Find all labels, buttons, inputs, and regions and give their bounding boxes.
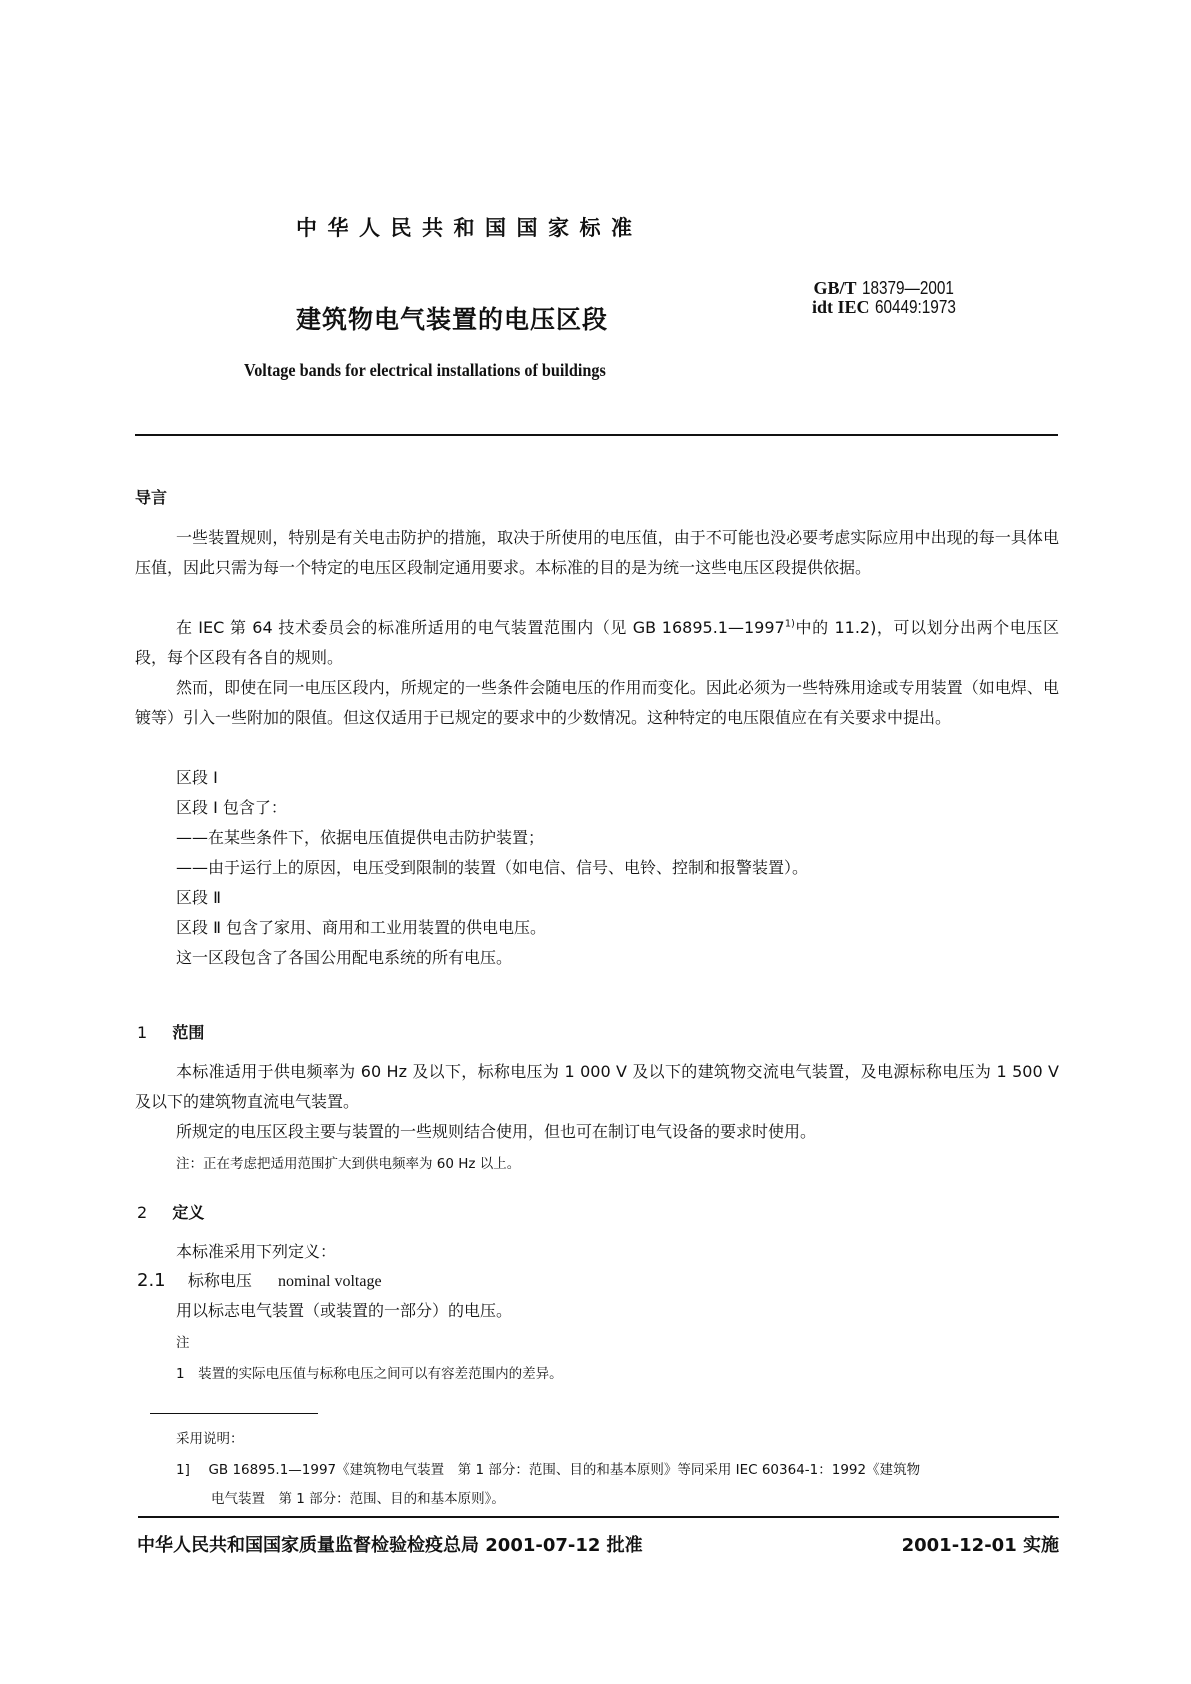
section-1-heading [137, 1020, 204, 1043]
band-2-title: 区段 Ⅱ [176, 888, 221, 907]
approval-statement: 中华人民共和国国家质量监督检验检疫总局 2001-07-12 批准 [137, 1535, 643, 1556]
section-2-heading [137, 1200, 204, 1223]
section-1-paragraph-1: 本标准适用于供电频率为 60 Hz 及以下，标称电压为 1 000 V 及以下的建筑物交流电气装置，及电源标称电压为 1 500 V 及以下的建筑物直流电气装置。 [135, 1062, 1059, 1111]
band-1-item-1: ——在某些条件下，依据电压值提供电击防护装置； [176, 828, 545, 847]
section-2-title: 定义 [172, 1203, 205, 1222]
footnote-heading: 采用说明： [176, 1431, 244, 1447]
effective-date: 2001-12-01 实施 [901, 1535, 1059, 1556]
standard-prefix: GB/T [813, 278, 857, 298]
section-1-note: 注：正在考虑把适用范围扩大到供电频率为 60 Hz 以上。 [176, 1156, 521, 1172]
definition-2-1 [137, 1266, 382, 1297]
identical-standard [812, 298, 970, 317]
idt-prefix: idt IEC [812, 297, 870, 317]
section-2-intro: 本标准采用下列定义： [176, 1242, 337, 1261]
definition-note-label: 注 [176, 1335, 190, 1351]
intro-paragraph-3: 然而，即使在同一电压区段内，所规定的一些条件会随电压的作用而变化。因此必须为一些特殊用途或专用装置（如电焊、电镀等）引入一些附加的限值。但这仅适用于已规定的要求中的少数情况。这种特定的电压限值应在有关要求中提出。 [135, 678, 1059, 727]
section-1-paragraph-2: 所规定的电压区段主要与装置的一些规则结合使用，但也可在制订电气设备的要求时使用。 [176, 1122, 817, 1141]
definition-note-item: 1 装置的实际电压值与标称电压之间可以有容差范围内的差异。 [176, 1366, 563, 1382]
intro-paragraph-1: 一些装置规则，特别是有关电击防护的措施，取决于所使用的电压值，由于不可能也没必要考虑实际应用中出现的每一具体电压值，因此只需为每一个特定的电压区段制定通用要求。本标准的目的是为统一这些电压区段提供依据。 [135, 528, 1059, 577]
footnote-item [176, 1458, 920, 1478]
standard-code-block [812, 279, 970, 317]
definition-term-en: nominal voltage [278, 1273, 382, 1290]
definition-term-cn: 标称电压 [187, 1271, 252, 1290]
footnote-marker: 1] [176, 1462, 190, 1478]
intro-paragraph-2 [135, 613, 1059, 673]
footnote-line-2: 电气装置 第 1 部分：范围、目的和基本原则》。 [211, 1491, 505, 1507]
section-1-number: 1 [137, 1023, 148, 1042]
intro-p2-text-a: 在 IEC 第 64 技术委员会的标准所适用的电气装置范围内（见 GB 16895.1—1997 [176, 618, 785, 637]
section-1-title: 范围 [172, 1023, 205, 1042]
band-2-paragraph-2: 这一区段包含了各国公用配电系统的所有电压。 [176, 948, 513, 967]
band-1-intro: 区段 I 包含了： [176, 798, 287, 817]
intro-p2-text-b: 中的 11.2)，可以划分出两个电压区段，每个区段有各自的规则。 [135, 618, 1059, 667]
footer-divider [138, 1516, 1059, 1518]
document-title-en: Voltage bands for electrical installations of buildings [244, 360, 606, 380]
idt-number: 60449:1973 [875, 297, 957, 317]
document-title-cn: 建筑物电气装置的电压区段 [296, 305, 609, 334]
header-divider [135, 434, 1058, 436]
definition-text: 用以标志电气装置（或装置的一部分）的电压。 [176, 1301, 513, 1320]
standard-number [812, 279, 970, 298]
definition-number: 2.1 [137, 1270, 166, 1291]
standard-code-number: 18379—2001 [862, 278, 955, 298]
footnote-line-1: GB 16895.1—1997《建筑物电气装置 第 1 部分：范围、目的和基本原则》等同采用 IEC 60364-1：1992《建筑物 [208, 1462, 921, 1478]
band-1-title: 区段 I [176, 768, 218, 787]
footnote-reference[interactable]: 1) [784, 618, 795, 630]
national-standard-label: 中华人民共和国国家标准 [296, 216, 643, 240]
band-2-paragraph-1: 区段 Ⅱ 包含了家用、商用和工业用装置的供电电压。 [176, 918, 547, 937]
band-1-item-2: ——由于运行上的原因，电压受到限制的装置（如电信、信号、电铃、控制和报警装置）。 [176, 858, 809, 877]
footnote-divider [150, 1413, 318, 1414]
intro-heading: 导言 [135, 488, 168, 507]
section-2-number: 2 [137, 1203, 148, 1222]
